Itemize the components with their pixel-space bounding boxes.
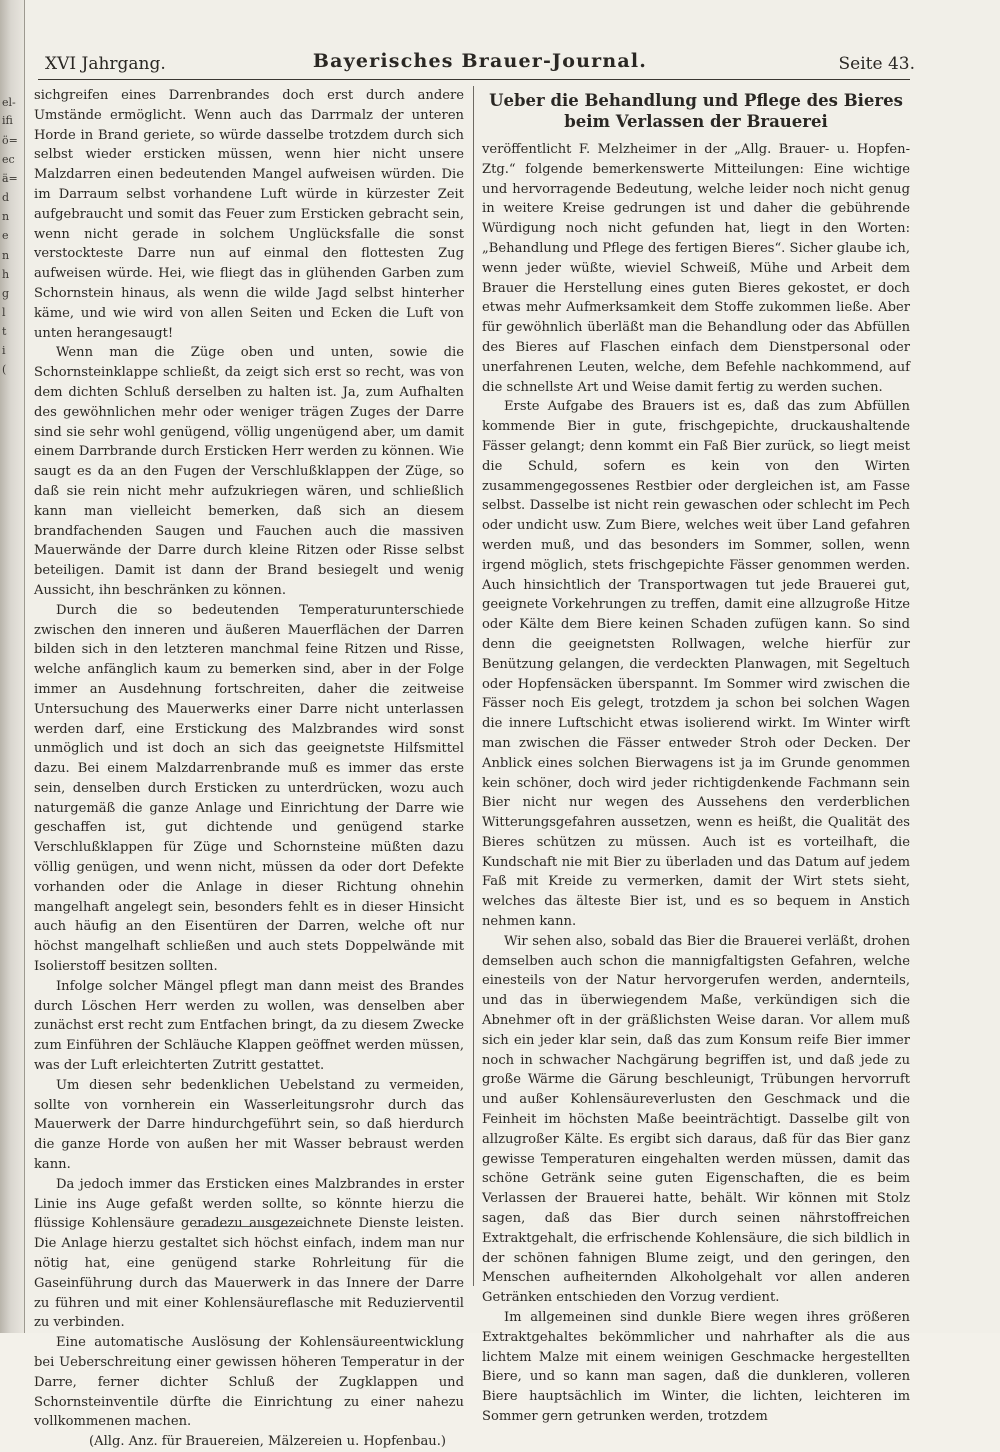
margin-fragment: t (2, 325, 7, 338)
margin-fragment: ä= (2, 172, 18, 185)
paragraph: Wenn man die Züge oben und unten, sowie die Schornsteinklappe schließt, da zeigt sich erst so recht, was von dem dichten Schluß derselben zu halten ist. Ja, zum Aufhalten des gewöhnlichen mehr oder weniger trägen Zuges der Darre sind sie sehr wohl genügend, völlig ungenügend aber, um damit einem Darrbrande durch Ersticken Herr werden zu können. Wie saugt es da an den Fugen der Verschlußklappen der Züge, so daß sie rein nicht mehr aufzukriegen wären, und schließlich kann man vielleicht bemerken, daß sich an diesem brandfachenden Saugen und Fauchen auch die massiven Mauerwände der Darre durch kleine Ritzen oder Risse selbst beteiligen. Damit ist dann der Brand besiegelt und wenig Aussicht, ihn beschränken zu können. (34, 345, 464, 598)
header-rule (38, 79, 910, 80)
journal-title: Bayerisches Brauer-Journal. (312, 50, 648, 72)
volume-label: XVI Jahrgang. (45, 54, 166, 74)
adjacent-page-margin (0, 0, 25, 1333)
article-end-rule (196, 1226, 306, 1227)
paragraph: Erste Aufgabe des Brauers ist es, daß das zum Abfüllen kommende Bier in gute, frischgepichte, druckaushaltende Fässer gelangt; denn kommt ein Faß Bier zurück, so liegt meist die Schuld, sofern es kein von den Wirten zusammengegossenes Restbier oder dergleichen ist, am Fasse selbst. Dasselbe ist nicht rein gewaschen oder schlecht im Pech oder undicht usw. Zum Biere, welches weit über Land gefahren werden muß, und das besonders im Sommer, sollen, wenn irgend möglich, stets frischgepichte Fässer genommen werden. Auch hinsichtlich der Transportwagen tut jede Brauerei gut, geeignete Vorkehrungen zu treffen, damit eine allzugroße Hitze oder Kälte dem Biere keinen Schaden zufügen kann. So sind denn die geeignetsten Rollwagen, welche hierfür zur Benützung gelangen, die verdeckten Planwagen, mit Segeltuch oder Hopfensäcken überspannt. Im Sommer wird zwischen die Fässer noch Eis gelegt, trotzdem ja schon bei solchen Wagen die innere Luftschicht etwas isolierend wirkt. Im Winter wirft man zwischen die Fässer entweder Stroh oder Decken. Der Anblick eines solchen Bierwagens ist ja im Grunde genommen kein schöner, doch wird jeder richtigdenkende Fachmann sein Bier nicht nur wegen des Aussehens den verderblichen Witterungsgefahren aussetzen, wenn es heißt, die Qualität des Bieres schützen zu müssen. Auch ist es vorteilhaft, die Kundschaft nie mit Bier zu überladen und das Datum auf jedem Faß mit Kreide zu vermerken, damit der Wirt stets sieht, welches das älteste Bier ist, und es so bequem in Anstich nehmen kann. (482, 399, 910, 930)
margin-fragment: g (2, 287, 10, 300)
margin-fragment: ifi (2, 114, 13, 127)
margin-fragment: ö= (2, 134, 18, 147)
margin-fragment: n (2, 210, 10, 223)
right-column (482, 86, 910, 1427)
left-column (34, 86, 464, 1452)
page-number: Seite 43. (838, 54, 915, 74)
margin-fragment: l (2, 306, 6, 319)
margin-fragment: n (2, 249, 10, 262)
margin-fragment: ec (2, 153, 15, 166)
paragraph: Durch die so bedeutenden Temperaturunterschiede zwischen den inneren und äußeren Mauerflächen der Darren bilden sich in den letzteren manchmal feine Ritzen und Risse, welche anfänglich kaum zu bemerken sind, aber in der Folge immer an Ausdehnung fortschreiten, daher die zeitweise Untersuchung des Mauerwerks einer Darre nicht unterlassen werden darf, eine Erstickung des Malzbrandes wird sonst unmöglich und ist doch an sich das geeignetste Hilfsmittel dazu. Bei einem Malzdarrenbrande muß es immer das erste sein, denselben durch Ersticken zu unterdrücken, wozu auch naturgemäß die ganze Anlage und Einrichtung der Darre wie geschaffen ist, gut dichtende und genügend starke Verschlußklappen für Züge und Schornsteine müßten dazu völlig genügen, und wenn nicht, müssen da oder dort Defekte vorhanden oder die Anlage in dieser Richtung ohnehin mangelhaft angelegt sein, besonders fehlt es in dieser Hinsicht auch häufig an den Eisentüren der Darren, welche oft nur höchst mangelhaft schließen und auch stets Doppelwände mit Isolierstoff besitzen sollten. (34, 602, 464, 975)
margin-fragment: el- (2, 96, 16, 109)
paragraph: sichgreifen eines Darrenbrandes doch erst durch andere Umstände ermöglicht. Wenn auch das Darrmalz der unteren Horde in Brand geriete, so würde dasselbe trotzdem durch sich selbst wieder ersticken müssen, wenn hier nicht unsere Malzdarren einen bedeutenden Mangel aufweisen würden. Die im Darraum selbst vorhandene Luft würde in kürzester Zeit aufgebraucht und somit das Feuer zum Ersticken gebracht sein, wenn nicht gerade in solchem Unglücksfalle die sonst verstockteste Darre nun auf einmal den flottesten Zug aufweisen würde. Hei, wie fliegt das in glühenden Garben zum Schornstein hinaus, als wenn die wilde Jagd selbst hinterher käme, und wie wird von allen Seiten und Ecken die Luft von unten herangesaugt! (34, 88, 464, 341)
paragraph: Infolge solcher Mängel pflegt man dann meist des Brandes durch Löschen Herr werden zu wollen, was denselben aber zunächst erst recht zum Entfachen bringt, da zu diesem Zwecke zum Einführen der Schläuche Klappen geöffnet werden müssen, was der Luft erleichterten Zutritt gestattet. (34, 978, 464, 1074)
paragraph: Eine automatische Auslösung der Kohlensäureentwicklung bei Ueberschreitung einer gewissen höheren Temperatur in der Darre, ferner dichter Schluß der Zugklappen und Schornsteinventile dürfte die Einrichtung zu einer nahezu vollkommenen machen. (34, 1335, 464, 1430)
paragraph: veröffentlicht F. Melzheimer in der „Allg. Brauer- u. Hopfen-Ztg.“ folgende bemerkenswerte Mitteilungen: Eine wichtige und hervorragende Bedeutung, welche leider noch nicht genug in weitere Kreise gedrungen ist und daher die gebührende Würdigung noch nicht gefunden hat, liegt in den Worten: „Behandlung und Pflege des fertigen Bieres“. Sicher glaube ich, wenn jeder wüßte, wieviel Schweiß, Mühe und Arbeit dem Brauer die Herstellung eines guten Bieres gekostet, er doch etwas mehr Aufmerksamkeit dem Stoffe zukommen ließe. Aber für gewöhnlich überläßt man die Behandlung oder das Abfüllen des Bieres auf Flaschen einfach dem Dienstpersonal oder unerfahrenen Leuten, welche, dem Befehle nachkommend, auf die schnellste Art und Weise damit fertig zu werden suchen. (482, 142, 910, 395)
paragraph: Im allgemeinen sind dunkle Biere wegen ihres größeren Extraktgehaltes bekömmlicher und nahrhafter als die aus lichtem Malze mit einem weinigen Geschmacke hergestellten Biere, und so kann man sagen, daß die dunkleren, volleren Biere hauptsächlich im Winter, die lichten, leichteren im Sommer gern getrunken werden, trotzdem (482, 1310, 910, 1424)
page-header (45, 50, 915, 78)
paragraph: Wir sehen also, sobald das Bier die Brauerei verläßt, drohen demselben auch schon die mannigfaltigsten Gefahren, welche einesteils von der Natur hervorgerufen werden, andernteils, und das in überwiegendem Maße, verkündigen sich die Abnehmer oft in der gräßlichsten Weise daran. Vor allem muß sich ein jeder klar sein, daß das zum Konsum reife Bier immer noch in schwacher Nachgärung begriffen ist, und daß jede zu große Wärme die Gärung beschleunigt, Trübungen hervorruft und außer Kohlensäureverlusten den Geschmack und die Feinheit im höchsten Maße beeinträchtigt. Dasselbe gilt von allzugroßer Kälte. Es ergibt sich daraus, daß für das Bier ganz gewisse Temperaturen eingehalten werden müssen, damit das schöne Getränk seine guten Eigenschaften, die es beim Verlassen der Brauerei hatte, behält. Wir können mit Stolz sagen, daß das Bier durch seinen nährstoffreichen Extraktgehalt, die erfrischende Kohlensäure, die sich bildlich in der schönen fahnigen Blume zeigt, und den geringen, den Menschen aufheiternden Alkoholgehalt vor allen anderen Getränken entschieden den Vorzug verdient. (482, 933, 910, 1306)
paragraph: Um diesen sehr bedenklichen Uebelstand zu vermeiden, sollte von vornherein ein Wasserleitungsrohr durch das Mauerwerk der Darre hindurchgeführt sein, so daß hierdurch die ganze Horde von außen her mit Wasser bebraust werden kann. (34, 1077, 464, 1173)
paragraph: Da jedoch immer das Ersticken eines Malzbrandes in erster Linie ins Auge gefaßt werden sollte, so könnte hierzu die flüssige Kohlensäure geradezu ausgezeichnete Dienste leisten. Die Anlage hierzu gestaltet sich höchst einfach, indem man nur nötig hat, eine genügend starke Rohrleitung für die Gaseinführung durch das Mauerwerk in das Innere der Darre zu führen und mit einer Kohlensäureflasche mit Reduzierventil zu verbinden. (34, 1176, 464, 1331)
article-title: Ueber die Behandlung und Pflege des Bieres beim Verlassen der Brauerei (489, 91, 903, 131)
margin-fragment: e (2, 229, 9, 242)
column-divider (473, 86, 474, 1286)
margin-fragment: h (2, 268, 10, 281)
source-citation: (Allg. Anz. für Brauereien, Mälzereien u. Hopfenbau.) (89, 1434, 446, 1450)
margin-fragment: i (2, 344, 6, 357)
margin-fragment: ( (2, 363, 7, 376)
margin-fragment: d (2, 191, 10, 204)
